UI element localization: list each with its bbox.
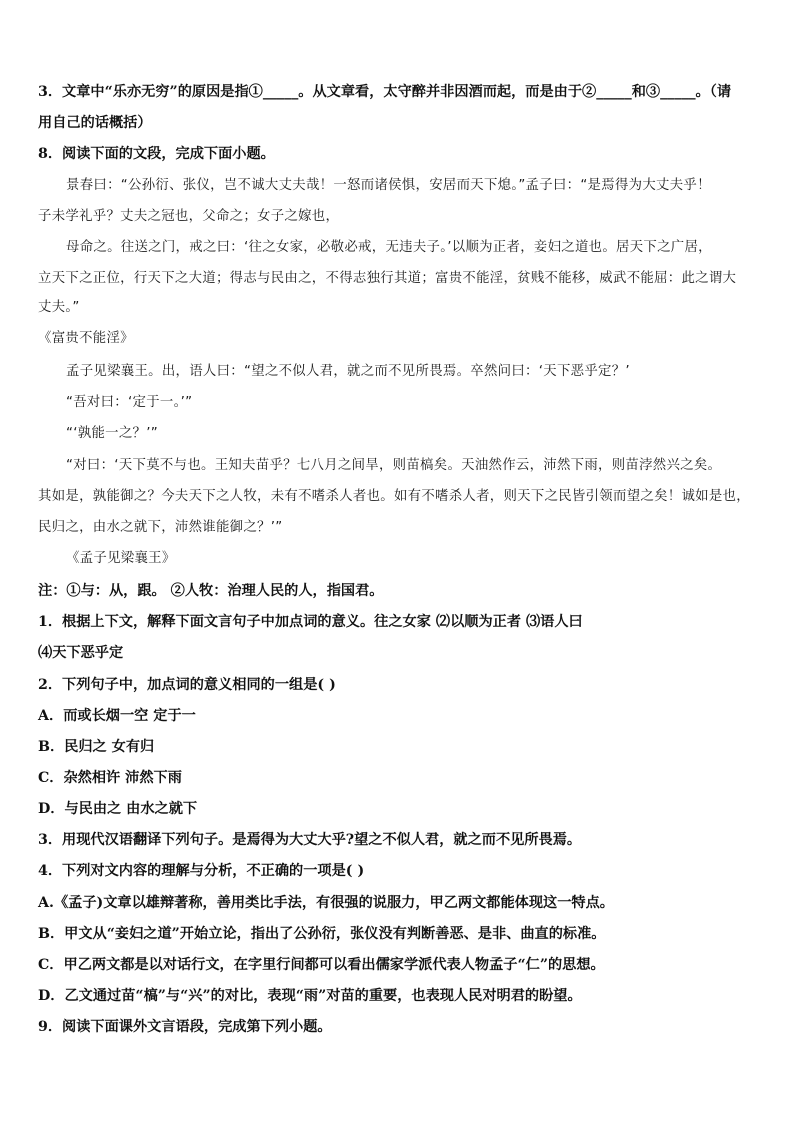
question-8-heading: 8．阅读下面的文段，完成下面小题。 — [38, 146, 275, 162]
sub-question-2-option-a: A．而或长烟一空 定于一 — [38, 708, 196, 724]
passage-a-line-1: 景春曰：“公孙衍、张仪，岂不诚大丈夫哉！一怒而诸侯惧，安居而天下熄。”孟子曰：“是焉得为大丈夫乎！ — [66, 178, 711, 193]
sub-question-2-option-b: B．民归之 女有归 — [38, 739, 155, 755]
passage-b-line-5: 其如是，孰能御之？今夫天下之人牧，未有不嗜杀人者也。如有不嗜杀人者，则天下之民皆引领而望之矣！诚如是也， — [38, 489, 750, 504]
passage-a-line-5: 丈夫。” — [38, 300, 80, 315]
sub-question-4: 4．下列对文内容的理解与分析，不正确的一项是( ) — [38, 863, 365, 879]
sub-question-2-option-c: C．杂然相许 沛然下雨 — [38, 770, 182, 786]
sub-question-4-option-d: D．乙文通过苗“槁”与“兴”的对比，表现“雨”对苗的重要，也表现人民对明君的盼望。 — [38, 988, 582, 1004]
sub-question-4-option-c: C．甲乙两文都是以对话行文，在字里行间都可以看出儒家学派代表人物孟子“仁”的思想。 — [38, 957, 605, 973]
sub-question-3: 3．用现代汉语翻译下列句子。是焉得为大丈大乎?望之不似人君，就之而不见所畏焉。 — [38, 832, 582, 848]
passage-a-title: 《富贵不能淫》 — [38, 331, 134, 346]
passage-b-line-4: “对曰：‘天下莫不与也。王知夫苗乎？七八月之间旱，则苗槁矣。天油然作云，沛然下雨，则苗浡然兴之矣。 — [66, 458, 722, 473]
passage-b-line-1: 孟子见梁襄王。出，语人曰：“望之不似人君，就之而不见所畏焉。卒然问曰：‘天下恶乎定？’ — [66, 364, 630, 379]
sub-question-1-line-2: ⑷天下恶乎定 — [38, 645, 124, 661]
passage-a-line-4: 立天下之正位，行天下之大道；得志与民由之，不得志独行其道；富贵不能淫，贫贱不能移，威武不能屈：此之谓大 — [38, 271, 737, 286]
passage-b-line-3: “‘孰能一之？’” — [66, 426, 159, 441]
passage-b-line-6: 民归之，由水之就下，沛然谁能御之？’” — [38, 520, 283, 535]
question-3-line-1: 3．文章中“乐亦无穷”的原因是指①_____。从文章看，太守醉并非因酒而起，而是由于②_____和③_____。（请 — [38, 84, 732, 100]
notes-line: 注：①与：从，跟。 ②人牧：治理人民的人，指国君。 — [38, 583, 384, 599]
sub-question-2-option-d: D．与民由之 由水之就下 — [38, 801, 198, 817]
question-3-line-2: 用自己的话概括） — [38, 115, 152, 131]
passage-a-line-2: 子未学礼乎？丈夫之冠也，父命之；女子之嫁也， — [38, 209, 340, 224]
passage-a-line-3: 母命之。往送之门，戒之曰：‘往之女家，必敬必戒，无违夫子。’以顺为正者，妾妇之道也。居天下之广居， — [66, 240, 712, 255]
passage-b-line-2: “吾对曰：‘定于一。’” — [66, 395, 193, 410]
sub-question-2: 2．下列句子中，加点词的意义相同的一组是( ) — [38, 677, 336, 693]
passage-b-title: 《孟子见梁襄王》 — [66, 551, 176, 566]
sub-question-1-line-1: 1．根据上下文，解释下面文言句子中加点词的意义。往之女家 ⑵以顺为正者 ⑶语人曰 — [38, 614, 583, 630]
sub-question-4-option-b: B．甲文从“妾妇之道”开始立论，指出了公孙衍，张仪没有判断善恶、是非、曲直的标准。 — [38, 926, 606, 942]
sub-question-4-option-a: A.《孟子)文章以雄辩著称，善用类比手法，有很强的说服力，甲乙两文都能体现这一特点。 — [38, 895, 614, 911]
question-9-heading: 9．阅读下面课外文言语段，完成第下列小题。 — [38, 1019, 332, 1035]
